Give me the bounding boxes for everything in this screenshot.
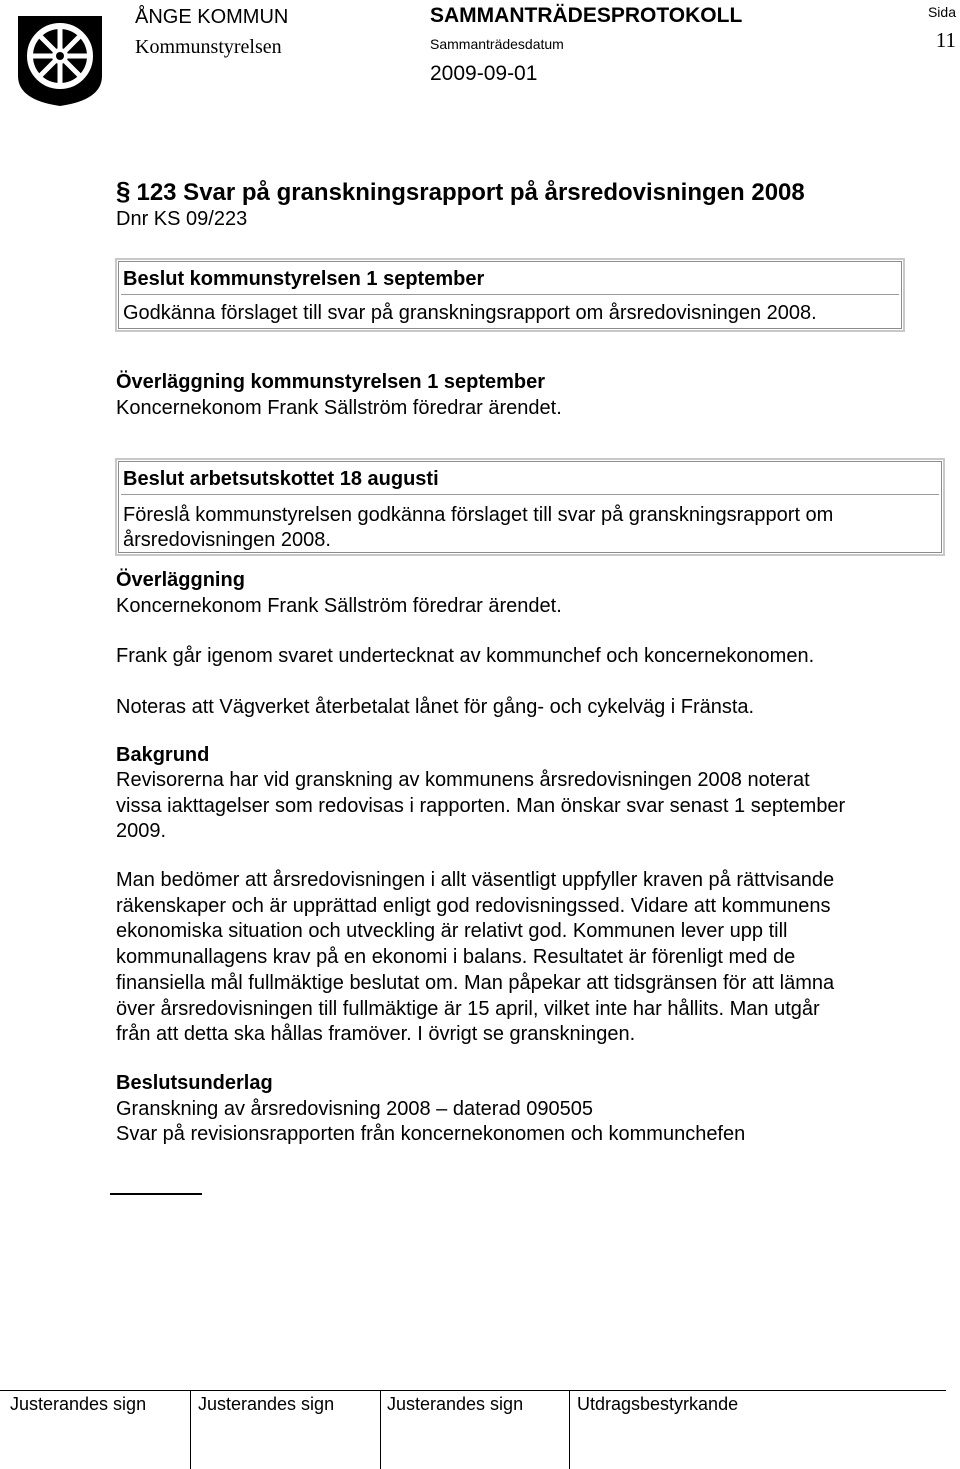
decision-box-ks-text: Godkänna förslaget till svar på granskningsrapport om årsredovisningen 2008. bbox=[123, 302, 817, 324]
decision-box-au-text-1: Föreslå kommunstyrelsen godkänna förslaget till svar på granskningsrapport om bbox=[123, 504, 834, 526]
background-p2-line3: ekonomiska situation och utveckling är relativt god. Kommunen lever upp till bbox=[116, 920, 788, 942]
section-title bbox=[116, 176, 805, 207]
decision-box-au bbox=[115, 458, 945, 556]
organization-name: ÅNGE KOMMUN bbox=[135, 6, 289, 28]
footer-signature-2: Justerandes sign bbox=[198, 1394, 335, 1414]
basis-item-2: Svar på revisionsrapporten från koncernekonomen och kommunchefen bbox=[116, 1123, 746, 1145]
section-title-text: 123 Svar på granskningsrapport på årsredovisningen 2008 bbox=[136, 179, 805, 206]
protocol-title: SAMMANTRÄDESPROTOKOLL bbox=[430, 4, 743, 27]
deliberation-text: Koncernekonom Frank Sällström föredrar ärendet. bbox=[116, 595, 562, 617]
background-p2-line2: räkenskaper och är upprättad enligt god redovisningssed. Vidare att kommunens bbox=[116, 895, 831, 917]
municipal-logo bbox=[10, 8, 110, 108]
deliberation-paragraph-3: Noteras att Vägverket återbetalat lånet för gång- och cykelväg i Fränsta. bbox=[116, 696, 755, 718]
background-p2-line6: över årsredovisningen till fullmäktige är 15 april, vilket inte har hållits. Man utgår bbox=[116, 998, 820, 1020]
end-rule bbox=[110, 1193, 202, 1195]
deliberation-ks-heading: Överläggning kommunstyrelsen 1 september bbox=[116, 371, 546, 393]
background-p2-line4: kommunallagens krav på en ekonomi i balans. Resultatet är förenligt med de bbox=[116, 946, 796, 968]
section-symbol: § bbox=[116, 176, 131, 206]
background-p1-line2: vissa iakttagelser som redovisas i rapporten. Man önskar svar senast 1 september bbox=[116, 795, 846, 817]
footer-divider bbox=[569, 1390, 570, 1469]
footer-rule bbox=[0, 1390, 946, 1391]
meeting-date: 2009-09-01 bbox=[430, 62, 538, 85]
page-label: Sida bbox=[927, 4, 956, 20]
footer-divider bbox=[190, 1390, 191, 1469]
deliberation-paragraph-2: Frank går igenom svaret undertecknat av kommunchef och koncernekonomen. bbox=[116, 645, 815, 667]
basis-item-1: Granskning av årsredovisning 2008 – daterad 090505 bbox=[116, 1098, 593, 1120]
meeting-date-label: Sammanträdesdatum bbox=[430, 36, 564, 52]
basis-heading: Beslutsunderlag bbox=[116, 1072, 273, 1094]
background-p1-line1: Revisorerna har vid granskning av kommunens årsredovisningen 2008 noterat bbox=[116, 769, 810, 791]
decision-box-au-text-2: årsredovisningen 2008. bbox=[123, 529, 331, 551]
background-heading: Bakgrund bbox=[116, 744, 210, 766]
deliberation-ks-text: Koncernekonom Frank Sällström föredrar ärendet. bbox=[116, 397, 562, 419]
decision-box-au-heading: Beslut arbetsutskottet 18 augusti bbox=[123, 468, 439, 490]
background-p2-line5: finansiella mål fullmäktige beslutat om. Man påpekar att tidsgränsen för att lämna bbox=[116, 972, 835, 994]
footer-divider bbox=[380, 1390, 381, 1469]
background-p2-line1: Man bedömer att årsredovisningen i allt väsentligt uppfyller kraven på rättvisande bbox=[116, 869, 835, 891]
background-p2-line7: från att detta ska hållas framöver. I övrigt se granskningen. bbox=[116, 1023, 636, 1045]
decision-box-ks-heading: Beslut kommunstyrelsen 1 september bbox=[123, 268, 485, 290]
body-name: Kommunstyrelsen bbox=[135, 36, 282, 58]
footer-certification: Utdragsbestyrkande bbox=[577, 1394, 739, 1414]
decision-box-ks bbox=[115, 258, 905, 332]
page-number: 11 bbox=[935, 28, 956, 52]
deliberation-heading: Överläggning bbox=[116, 569, 245, 591]
reference-number: Dnr KS 09/223 bbox=[116, 208, 248, 230]
background-p1-line3: 2009. bbox=[116, 820, 167, 842]
footer-signature-1: Justerandes sign bbox=[10, 1394, 147, 1414]
footer-signature-3: Justerandes sign bbox=[387, 1394, 524, 1414]
